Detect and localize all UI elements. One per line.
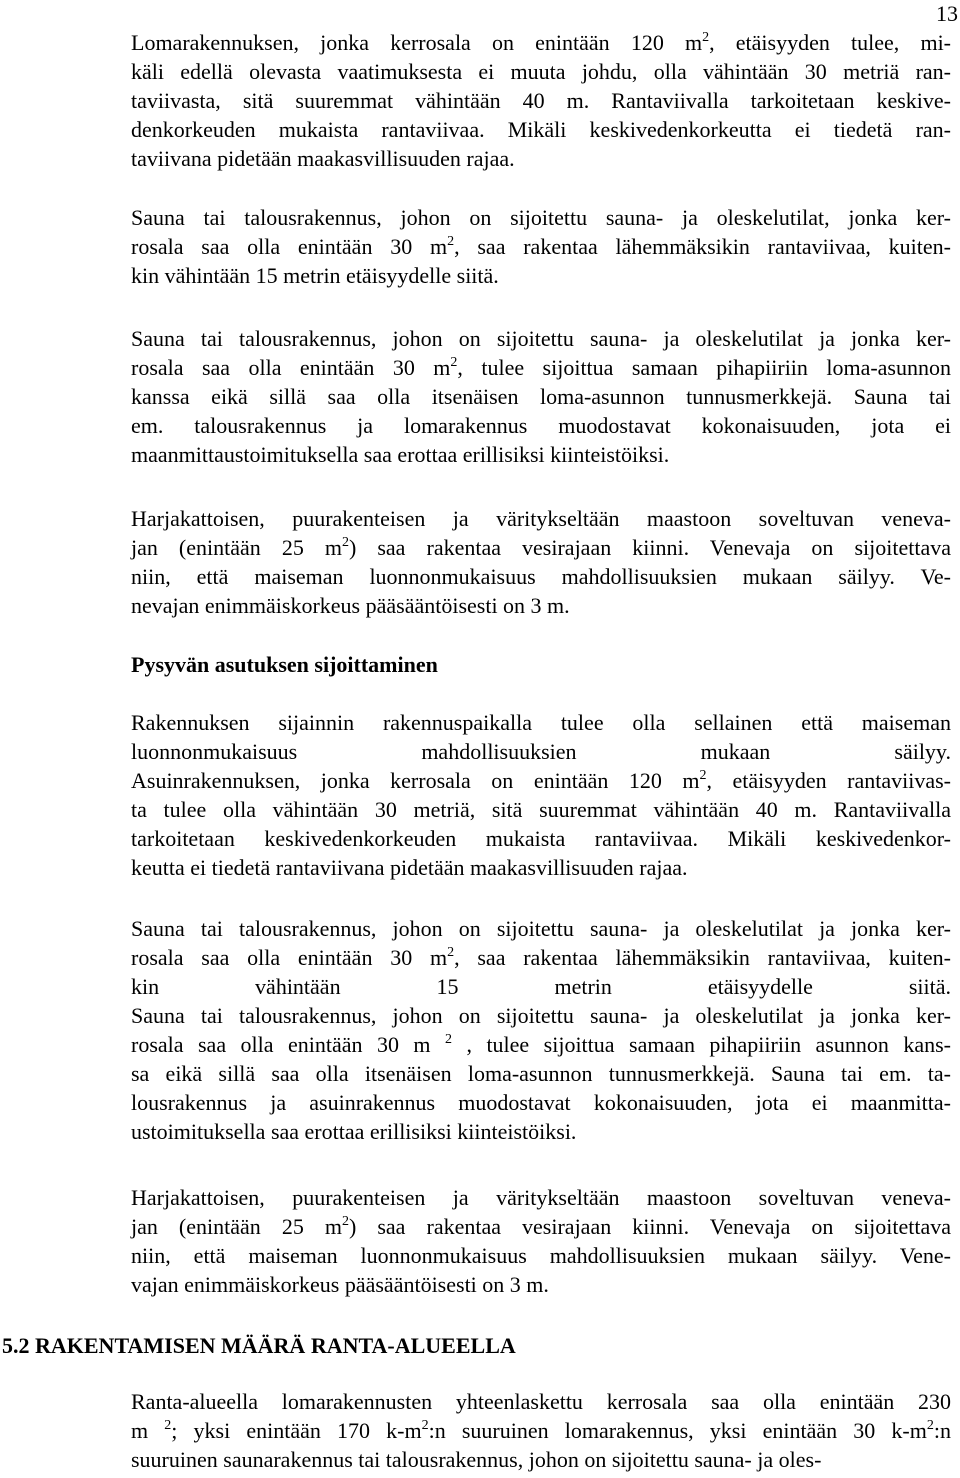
text-run: luonnonmukaisuus mahdollisuuksien mukaan säilyy. (131, 739, 951, 764)
text-run: nevajan enimmäiskorkeus pääsääntöisesti on 3 m. (131, 593, 570, 618)
text-run: Lomarakennuksen, jonka kerrosala on enintään 120 m (131, 30, 703, 55)
text-line (131, 737, 951, 766)
text-run: Sauna tai talousrakennus, johon on sijoitettu sauna- ja oleskelutilat ja jonka ker- (131, 326, 951, 351)
text-line (131, 261, 951, 290)
text-line (131, 1416, 951, 1445)
paragraph (131, 203, 951, 290)
text-line (131, 1212, 951, 1241)
superscript: 2 (450, 355, 458, 370)
text-line (131, 324, 951, 353)
text-run: tarkoitetaan keskivedenkorkeuden mukaista rantaviivaa. Mikäli keskivedenkor- (131, 826, 951, 851)
superscript: 2 (341, 535, 349, 550)
text-line (131, 1445, 951, 1474)
text-line (131, 28, 951, 57)
text-run: maanmittaustoimituksella saa erottaa erillisiksi kiinteistöiksi. (131, 442, 670, 467)
paragraph (131, 1387, 951, 1474)
text-run: kanssa eikä sillä saa olla itsenäisen loma-asunnon tunnusmerkkejä. Sauna tai (131, 384, 951, 409)
text-run: Sauna tai talousrakennus, johon on sijoitettu sauna- ja oleskelutilat ja jonka ker- (131, 916, 951, 941)
paragraph (131, 914, 951, 1146)
paragraph (131, 28, 951, 173)
superscript: 2 (702, 30, 710, 45)
text-run: rosala saa olla enintään 30 m (131, 1032, 446, 1057)
text-line (131, 824, 951, 853)
text-line (131, 766, 951, 795)
text-line (131, 1030, 951, 1059)
text-line (131, 591, 951, 620)
paragraph (131, 1183, 951, 1299)
text-run: em. talousrakennus ja lomarakennus muodostavat kokonaisuuden, jota ei (131, 413, 951, 438)
paragraph (131, 708, 951, 882)
text-line (131, 853, 951, 882)
text-line (131, 232, 951, 261)
text-line (131, 708, 951, 737)
text-line (131, 795, 951, 824)
text-line (131, 562, 951, 591)
text-run: keutta ei tiedetä rantaviivana pidetään maakasvillisuuden rajaa. (131, 855, 688, 880)
paragraph (131, 504, 951, 620)
text-line (131, 86, 951, 115)
text-run: ; yksi enintään 170 k-m (171, 1418, 422, 1443)
text-run: jan (enintään 25 m (131, 535, 342, 560)
text-run: niin, että maiseman luonnonmukaisuus mahdollisuuksien mukaan säilyy. Vene- (131, 1243, 951, 1268)
text-line (131, 1387, 951, 1416)
text-run: , saa rakentaa lähemmäksikin rantaviivaa, kuiten- (454, 945, 951, 970)
text-line (131, 1241, 951, 1270)
text-run: taviivana pidetään maakasvillisuuden rajaa. (131, 146, 515, 171)
superscript: 2 (447, 945, 455, 960)
text-line (131, 1088, 951, 1117)
text-run: rosala saa olla enintään 30 m (131, 355, 451, 380)
text-line (131, 353, 951, 382)
text-line (131, 1001, 951, 1030)
text-run: kin vähintään 15 metrin etäisyydelle siitä. (131, 974, 951, 999)
text-run: Harjakattoisen, puurakenteisen ja väritykseltään maastoon soveltuvan veneva- (131, 1185, 951, 1210)
text-run: denkorkeuden mukaista rantaviivaa. Mikäli keskivedenkorkeutta ei tiedetä ran- (131, 117, 951, 142)
superscript: 2 (421, 1418, 429, 1433)
text-run: vajan enimmäiskorkeus pääsääntöisesti on 3 m. (131, 1272, 549, 1297)
superscript: 2 (164, 1418, 172, 1433)
superscript: 2 (447, 234, 455, 249)
text-line (131, 1117, 951, 1146)
text-run: ta tulee olla vähintään 30 metriä, sitä suuremmat vähintään 40 m. Rantaviivalla (131, 797, 951, 822)
text-run: ) saa rakentaa vesirajaan kiinni. Venevaja on sijoitettava (348, 1214, 951, 1239)
text-run: käli edellä olevasta vaatimuksesta ei muuta johdu, olla vähintään 30 metriä ran- (131, 59, 951, 84)
text-run: rosala saa olla enintään 30 m (131, 945, 448, 970)
text-run: Harjakattoisen, puurakenteisen ja väritykseltään maastoon soveltuvan veneva- (131, 506, 951, 531)
text-line (131, 1183, 951, 1212)
text-run: , saa rakentaa lähemmäksikin rantaviivaa, kuiten- (454, 234, 951, 259)
text-run: , tulee sijoittua samaan pihapiiriin loma-asunnon (457, 355, 951, 380)
text-run: niin, että maiseman luonnonmukaisuus mahdollisuuksien mukaan säilyy. Ve- (131, 564, 951, 589)
text-line (131, 533, 951, 562)
text-run: sa eikä sillä saa olla itsenäisen loma-asunnon tunnusmerkkejä. Sauna tai em. ta- (131, 1061, 951, 1086)
text-run: Sauna tai talousrakennus, johon on sijoitettu sauna- ja oleskelutilat, jonka ker- (131, 205, 951, 230)
text-line (131, 1059, 951, 1088)
paragraph (131, 324, 951, 469)
text-line (131, 914, 951, 943)
text-line (131, 972, 951, 1001)
text-run: , tulee sijoittua samaan pihapiiriin asunnon kans- (452, 1032, 951, 1057)
text-run: rosala saa olla enintään 30 m (131, 234, 448, 259)
text-line (131, 943, 951, 972)
text-run: Ranta-alueella lomarakennusten yhteenlaskettu kerrosala saa olla enintään 230 (131, 1389, 951, 1414)
superscript: 2 (341, 1214, 349, 1229)
text-line (131, 411, 951, 440)
text-run: Rakennuksen sijainnin rakennuspaikalla tulee olla sellainen että maiseman (131, 710, 951, 735)
section-heading: 5.2 RAKENTAMISEN MÄÄRÄ RANTA-ALUEELLA (2, 1333, 516, 1358)
text-run: taviivasta, sitä suuremmat vähintään 40 m. Rantaviivalla tarkoitetaan keskive- (131, 88, 951, 113)
text-line (131, 382, 951, 411)
text-run: kin vähintään 15 metrin etäisyydelle siitä. (131, 263, 499, 288)
text-run: , etäisyyden rantaviivas- (706, 768, 951, 793)
text-run: lousrakennus ja asuinrakennus muodostavat kokonaisuuden, jota ei maanmitta- (131, 1090, 951, 1115)
text-line (131, 57, 951, 86)
text-run: :n (933, 1418, 951, 1443)
text-run: Sauna tai talousrakennus, johon on sijoitettu sauna- ja oleskelutilat ja jonka ker- (131, 1003, 951, 1028)
text-line (131, 203, 951, 232)
text-run: , etäisyyden tulee, mi- (709, 30, 952, 55)
text-run: suuruinen saunarakennus tai talousrakennus, johon on sijoitettu sauna- ja oles- (131, 1447, 822, 1472)
text-line (131, 1270, 951, 1299)
text-run: :n suuruinen lomarakennus, yksi enintään 30 k-m (428, 1418, 927, 1443)
superscript: 2 (926, 1418, 934, 1433)
text-line (131, 440, 951, 469)
text-line (131, 144, 951, 173)
superscript: 2 (699, 768, 707, 783)
text-line (131, 115, 951, 144)
page-number: 13 (936, 1, 958, 26)
text-run: m (131, 1418, 165, 1443)
text-run: ustoimituksella saa erottaa erillisiksi kiinteistöiksi. (131, 1119, 577, 1144)
text-run: jan (enintään 25 m (131, 1214, 342, 1239)
text-run: Asuinrakennuksen, jonka kerrosala on enintään 120 m (131, 768, 700, 793)
superscript: 2 (445, 1032, 453, 1047)
text-run: ) saa rakentaa vesirajaan kiinni. Venevaja on sijoitettava (348, 535, 951, 560)
subheading: Pysyvän asutuksen sijoittaminen (131, 652, 438, 677)
text-line (131, 504, 951, 533)
